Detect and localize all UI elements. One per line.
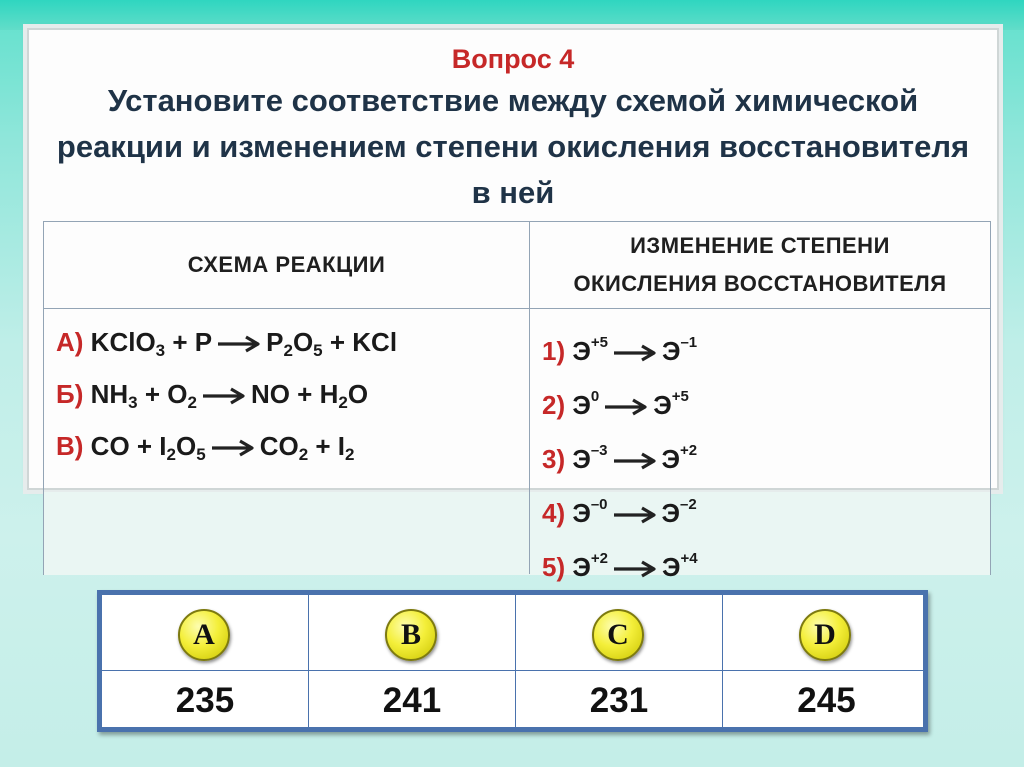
reaction-label: В) xyxy=(56,431,91,461)
arrow-right-icon xyxy=(612,505,658,525)
change-row xyxy=(542,316,698,370)
change-row xyxy=(542,424,698,478)
arrow-right-icon xyxy=(603,397,649,417)
change-column-header xyxy=(530,222,990,309)
reaction-list xyxy=(56,316,397,472)
question-text: Установите соответствие между схемой химической реакции и изменением степени окисления восстановителя в ней xyxy=(56,83,970,210)
answer-value-a[interactable]: 235 xyxy=(175,681,235,720)
option-badge-a[interactable]: A xyxy=(178,609,230,661)
answer-option-c[interactable] xyxy=(516,595,723,727)
oxidation-to-state: +5 xyxy=(671,388,689,405)
formula-subscript: 5 xyxy=(313,341,323,360)
answer-option-b[interactable] xyxy=(309,595,516,727)
change-header-line2: ОКИСЛЕНИЯ ВОССТАНОВИТЕЛЯ xyxy=(573,271,947,296)
reaction-header-label: СХЕМА РЕАКЦИИ xyxy=(187,252,386,277)
answer-value-b[interactable]: 241 xyxy=(382,681,442,720)
oxidation-from: $Э^{-3}$ xyxy=(572,442,608,474)
oxidation-to: $Э^{+4}$ xyxy=(661,550,698,582)
reaction-column-header xyxy=(44,222,529,309)
matching-table xyxy=(43,221,991,582)
oxidation-from-state: –0 xyxy=(590,496,608,513)
answer-grid xyxy=(97,590,928,732)
oxidation-from-state: –3 xyxy=(590,442,608,459)
answer-option-a[interactable] xyxy=(102,595,309,727)
reaction-products: $CO_2 + I_2$ xyxy=(259,431,355,464)
oxidation-to-state: +2 xyxy=(680,442,698,459)
option-badge-d[interactable]: D xyxy=(799,609,851,661)
answer-value-c[interactable]: 231 xyxy=(589,681,649,720)
title-block xyxy=(27,40,999,216)
oxidation-from-state: +5 xyxy=(590,334,608,351)
change-label: 2) xyxy=(542,390,573,420)
oxidation-to: $Э^{+2}$ xyxy=(661,442,698,474)
oxidation-to: $Э^{-1}$ xyxy=(661,334,698,366)
oxidation-from-state: 0 xyxy=(590,388,600,405)
oxidation-from: $Э^{+2}$ xyxy=(572,550,608,582)
change-list xyxy=(542,316,698,586)
formula-subscript: 2 xyxy=(283,341,293,360)
change-column xyxy=(530,222,990,582)
top-band xyxy=(0,0,1024,30)
oxidation-from: $Э^{+5}$ xyxy=(572,334,608,366)
formula-subscript: 2 xyxy=(187,393,197,412)
change-row xyxy=(542,370,698,424)
reaction-label: Б) xyxy=(56,379,91,409)
arrow-right-icon xyxy=(612,451,658,471)
change-row xyxy=(542,532,698,586)
reaction-reactants: KClO$_3$ + P xyxy=(90,327,213,360)
change-header-line1: ИЗМЕНЕНИЕ СТЕПЕНИ xyxy=(630,233,890,258)
formula-subscript: 2 xyxy=(166,445,176,464)
reaction-row xyxy=(56,420,397,472)
oxidation-to: $Э^{+5}$ xyxy=(653,388,689,420)
oxidation-to-state: –2 xyxy=(680,496,697,513)
oxidation-from: $Э^0$ xyxy=(572,388,600,420)
oxidation-to-state: –1 xyxy=(680,334,698,351)
question-number: Вопрос 4 xyxy=(451,44,575,74)
oxidation-from: $Э^{-0}$ xyxy=(572,496,608,528)
change-label: 5) xyxy=(542,552,573,582)
formula-subscript: 2 xyxy=(338,393,348,412)
option-badge-b[interactable]: B xyxy=(385,609,437,661)
arrow-right-icon xyxy=(612,559,658,579)
formula-subscript: 2 xyxy=(345,445,355,464)
reaction-reactants: $NH_3 + O_2$ xyxy=(90,379,197,412)
oxidation-to-state: +4 xyxy=(680,550,698,567)
formula-subscript: 3 xyxy=(128,393,138,412)
reaction-row xyxy=(56,316,397,368)
oxidation-from-state: +2 xyxy=(590,550,608,567)
formula-subscript: 2 xyxy=(298,445,309,464)
reaction-products: $P_2O_5$ + KCl xyxy=(266,327,398,360)
reaction-products: NO + $H_2O$ xyxy=(250,379,369,412)
reaction-row xyxy=(56,368,397,420)
arrow-right-icon xyxy=(216,334,262,354)
reaction-label: А) xyxy=(56,327,91,357)
arrow-right-icon xyxy=(210,438,256,458)
reaction-column xyxy=(44,222,530,574)
answer-value-d[interactable]: 245 xyxy=(797,681,856,720)
formula-subscript: 5 xyxy=(196,445,206,464)
option-badge-c[interactable]: C xyxy=(592,609,644,661)
arrow-right-icon xyxy=(612,343,658,363)
change-label: 4) xyxy=(542,498,573,528)
change-label: 3) xyxy=(542,444,573,474)
formula-subscript: 3 xyxy=(155,341,166,360)
answer-option-d[interactable] xyxy=(723,595,930,727)
change-label: 1) xyxy=(542,336,573,366)
reaction-reactants: CO + $I_2O_5$ xyxy=(90,431,206,464)
oxidation-to: $Э^{-2}$ xyxy=(661,496,697,528)
arrow-right-icon xyxy=(201,386,247,406)
change-row xyxy=(542,478,698,532)
